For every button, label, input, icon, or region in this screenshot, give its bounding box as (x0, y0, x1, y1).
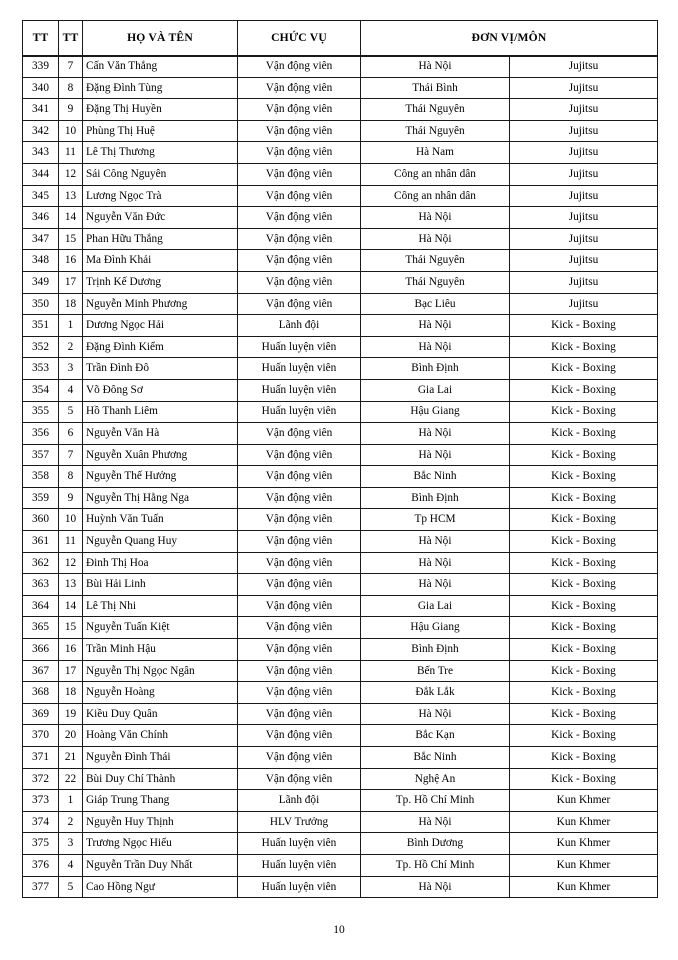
cell-tt-overall: 342 (23, 120, 59, 142)
cell-position: Vận động viên (238, 444, 361, 466)
cell-tt-team: 11 (59, 531, 83, 553)
cell-position: Huấn luyện viên (238, 358, 361, 380)
cell-unit: Hà Nội (361, 811, 510, 833)
cell-tt-team: 8 (59, 77, 83, 99)
cell-unit: Hà Nội (361, 228, 510, 250)
cell-sport: Kick - Boxing (510, 552, 658, 574)
cell-sport: Kick - Boxing (510, 725, 658, 747)
cell-position: Vận động viên (238, 120, 361, 142)
cell-position: Vận động viên (238, 250, 361, 272)
cell-tt-team: 17 (59, 271, 83, 293)
table-row (23, 574, 658, 596)
cell-unit: Hậu Giang (361, 401, 510, 423)
cell-tt-team: 7 (59, 56, 83, 78)
cell-full-name: Nguyễn Văn Hà (83, 423, 238, 445)
cell-position: Vận động viên (238, 509, 361, 531)
cell-tt-overall: 354 (23, 379, 59, 401)
cell-unit: Tp HCM (361, 509, 510, 531)
page-number: 10 (333, 924, 345, 936)
table-row (23, 876, 658, 898)
table-row (23, 56, 658, 78)
cell-full-name: Nguyễn Thị Hằng Nga (83, 487, 238, 509)
cell-tt-team: 19 (59, 703, 83, 725)
column-header-full-name: HỌ VÀ TÊN (83, 21, 238, 56)
cell-tt-overall: 365 (23, 617, 59, 639)
cell-full-name: Trịnh Kế Dương (83, 271, 238, 293)
table-row (23, 487, 658, 509)
cell-tt-overall: 339 (23, 56, 59, 78)
cell-full-name: Nguyễn Thế Hưởng (83, 466, 238, 488)
table-body (23, 56, 658, 898)
cell-tt-team: 10 (59, 509, 83, 531)
cell-full-name: Nguyễn Văn Đức (83, 207, 238, 229)
table-row (23, 315, 658, 337)
cell-unit: Hà Nội (361, 531, 510, 553)
cell-full-name: Nguyễn Tuấn Kiệt (83, 617, 238, 639)
cell-unit: Bắc Ninh (361, 747, 510, 769)
cell-tt-team: 12 (59, 552, 83, 574)
column-header-tt-team: TT (59, 21, 83, 56)
cell-position: Huấn luyện viên (238, 401, 361, 423)
cell-sport: Jujitsu (510, 228, 658, 250)
cell-full-name: Nguyễn Quang Huy (83, 531, 238, 553)
cell-tt-team: 10 (59, 120, 83, 142)
cell-tt-overall: 355 (23, 401, 59, 423)
cell-sport: Kick - Boxing (510, 466, 658, 488)
cell-sport: Jujitsu (510, 293, 658, 315)
cell-full-name: Lương Ngọc Trà (83, 185, 238, 207)
table-row (23, 703, 658, 725)
cell-sport: Kick - Boxing (510, 703, 658, 725)
table-row (23, 682, 658, 704)
cell-full-name: Võ Đông Sơ (83, 379, 238, 401)
cell-full-name: Nguyễn Huy Thịnh (83, 811, 238, 833)
table-row (23, 163, 658, 185)
cell-position: Vận động viên (238, 531, 361, 553)
table-row (23, 833, 658, 855)
cell-full-name: Cấn Văn Thắng (83, 56, 238, 78)
cell-tt-overall: 361 (23, 531, 59, 553)
cell-sport: Kick - Boxing (510, 531, 658, 553)
cell-unit: Gia Lai (361, 379, 510, 401)
cell-tt-team: 6 (59, 423, 83, 445)
cell-tt-team: 9 (59, 99, 83, 121)
cell-sport: Kick - Boxing (510, 595, 658, 617)
cell-full-name: Trần Minh Hậu (83, 639, 238, 661)
cell-tt-overall: 369 (23, 703, 59, 725)
cell-position: Vận động viên (238, 725, 361, 747)
cell-position: HLV Trưởng (238, 811, 361, 833)
cell-tt-team: 14 (59, 207, 83, 229)
cell-tt-team: 18 (59, 682, 83, 704)
table-row (23, 228, 658, 250)
column-header-unit-sport: ĐƠN VỊ/MÔN (361, 21, 658, 56)
cell-position: Vận động viên (238, 185, 361, 207)
cell-tt-overall: 359 (23, 487, 59, 509)
cell-unit: Hà Nội (361, 574, 510, 596)
cell-sport: Jujitsu (510, 77, 658, 99)
cell-tt-overall: 370 (23, 725, 59, 747)
cell-position: Vận động viên (238, 703, 361, 725)
table-row (23, 466, 658, 488)
table-row (23, 336, 658, 358)
cell-unit: Bạc Liêu (361, 293, 510, 315)
table-row (23, 142, 658, 164)
cell-full-name: Hồ Thanh Liêm (83, 401, 238, 423)
cell-sport: Jujitsu (510, 185, 658, 207)
column-header-position: CHỨC VỤ (238, 21, 361, 56)
cell-tt-overall: 343 (23, 142, 59, 164)
table-row (23, 552, 658, 574)
cell-tt-team: 16 (59, 250, 83, 272)
cell-unit: Hà Nam (361, 142, 510, 164)
cell-sport: Kick - Boxing (510, 768, 658, 790)
cell-tt-team: 5 (59, 876, 83, 898)
cell-tt-overall: 371 (23, 747, 59, 769)
cell-sport: Jujitsu (510, 250, 658, 272)
cell-tt-overall: 346 (23, 207, 59, 229)
cell-tt-overall: 345 (23, 185, 59, 207)
cell-full-name: Huỳnh Văn Tuấn (83, 509, 238, 531)
cell-position: Vận động viên (238, 595, 361, 617)
cell-position: Vận động viên (238, 99, 361, 121)
table-row (23, 595, 658, 617)
cell-tt-overall: 351 (23, 315, 59, 337)
cell-position: Lãnh đội (238, 315, 361, 337)
cell-unit: Tp. Hồ Chí Minh (361, 790, 510, 812)
cell-sport: Jujitsu (510, 142, 658, 164)
cell-position: Huấn luyện viên (238, 833, 361, 855)
cell-tt-overall: 363 (23, 574, 59, 596)
cell-unit: Bình Định (361, 639, 510, 661)
cell-tt-team: 5 (59, 401, 83, 423)
cell-tt-overall: 353 (23, 358, 59, 380)
cell-sport: Kick - Boxing (510, 639, 658, 661)
cell-tt-overall: 344 (23, 163, 59, 185)
cell-sport: Kick - Boxing (510, 617, 658, 639)
cell-full-name: Đặng Đình Kiểm (83, 336, 238, 358)
cell-position: Vận động viên (238, 487, 361, 509)
cell-tt-overall: 356 (23, 423, 59, 445)
cell-tt-overall: 340 (23, 77, 59, 99)
table-row (23, 77, 658, 99)
cell-unit: Hậu Giang (361, 617, 510, 639)
table-row (23, 617, 658, 639)
cell-tt-team: 22 (59, 768, 83, 790)
table-row (23, 768, 658, 790)
cell-sport: Kick - Boxing (510, 747, 658, 769)
cell-position: Lãnh đội (238, 790, 361, 812)
cell-unit: Hà Nội (361, 703, 510, 725)
cell-position: Vận động viên (238, 56, 361, 78)
cell-full-name: Nguyễn Xuân Phương (83, 444, 238, 466)
cell-tt-team: 14 (59, 595, 83, 617)
cell-full-name: Trần Đình Đô (83, 358, 238, 380)
cell-tt-team: 15 (59, 228, 83, 250)
cell-full-name: Đặng Thị Huyền (83, 99, 238, 121)
table-row (23, 293, 658, 315)
cell-full-name: Ma Đình Khải (83, 250, 238, 272)
table-row (23, 790, 658, 812)
cell-unit: Bình Định (361, 358, 510, 380)
cell-full-name: Lê Thị Thương (83, 142, 238, 164)
cell-sport: Kun Khmer (510, 833, 658, 855)
cell-position: Huấn luyện viên (238, 379, 361, 401)
cell-unit: Hà Nội (361, 876, 510, 898)
cell-tt-overall: 374 (23, 811, 59, 833)
table-row (23, 639, 658, 661)
cell-tt-overall: 368 (23, 682, 59, 704)
cell-unit: Thái Nguyên (361, 120, 510, 142)
cell-full-name: Sái Công Nguyên (83, 163, 238, 185)
cell-tt-overall: 372 (23, 768, 59, 790)
cell-position: Vận động viên (238, 163, 361, 185)
table-row (23, 250, 658, 272)
cell-unit: Công an nhân dân (361, 185, 510, 207)
cell-sport: Kun Khmer (510, 876, 658, 898)
cell-tt-team: 20 (59, 725, 83, 747)
cell-tt-overall: 373 (23, 790, 59, 812)
cell-position: Vận động viên (238, 639, 361, 661)
header-row (23, 21, 658, 56)
cell-tt-team: 3 (59, 358, 83, 380)
cell-full-name: Nguyễn Đình Thái (83, 747, 238, 769)
cell-position: Vận động viên (238, 423, 361, 445)
cell-tt-team: 3 (59, 833, 83, 855)
table-row (23, 444, 658, 466)
cell-position: Vận động viên (238, 293, 361, 315)
cell-full-name: Cao Hồng Ngư (83, 876, 238, 898)
table-header (23, 21, 658, 56)
cell-unit: Bình Định (361, 487, 510, 509)
cell-sport: Kick - Boxing (510, 358, 658, 380)
cell-position: Huấn luyện viên (238, 876, 361, 898)
cell-position: Vận động viên (238, 228, 361, 250)
cell-position: Vận động viên (238, 142, 361, 164)
cell-tt-team: 4 (59, 379, 83, 401)
cell-tt-team: 15 (59, 617, 83, 639)
cell-unit: Gia Lai (361, 595, 510, 617)
cell-unit: Đắk Lắk (361, 682, 510, 704)
cell-position: Vận động viên (238, 617, 361, 639)
cell-sport: Kun Khmer (510, 790, 658, 812)
cell-tt-team: 12 (59, 163, 83, 185)
cell-unit: Hà Nội (361, 423, 510, 445)
cell-unit: Hà Nội (361, 552, 510, 574)
table-row (23, 509, 658, 531)
cell-full-name: Trương Ngọc Hiếu (83, 833, 238, 855)
cell-full-name: Lê Thị Nhi (83, 595, 238, 617)
cell-unit: Hà Nội (361, 207, 510, 229)
table-row (23, 811, 658, 833)
cell-sport: Kick - Boxing (510, 574, 658, 596)
table-row (23, 660, 658, 682)
cell-sport: Kick - Boxing (510, 423, 658, 445)
cell-tt-team: 1 (59, 790, 83, 812)
cell-tt-overall: 349 (23, 271, 59, 293)
cell-sport: Jujitsu (510, 99, 658, 121)
cell-tt-overall: 364 (23, 595, 59, 617)
cell-full-name: Nguyễn Thị Ngọc Ngân (83, 660, 238, 682)
cell-unit: Hà Nội (361, 56, 510, 78)
cell-sport: Kick - Boxing (510, 336, 658, 358)
cell-position: Vận động viên (238, 207, 361, 229)
cell-sport: Kick - Boxing (510, 487, 658, 509)
roster-table (22, 20, 658, 898)
cell-unit: Hà Nội (361, 336, 510, 358)
table-row (23, 120, 658, 142)
cell-tt-team: 17 (59, 660, 83, 682)
cell-tt-overall: 358 (23, 466, 59, 488)
cell-unit: Thái Bình (361, 77, 510, 99)
table-row (23, 401, 658, 423)
cell-sport: Kick - Boxing (510, 444, 658, 466)
table-row (23, 99, 658, 121)
cell-unit: Thái Nguyên (361, 271, 510, 293)
cell-sport: Jujitsu (510, 207, 658, 229)
cell-position: Vận động viên (238, 768, 361, 790)
cell-sport: Jujitsu (510, 163, 658, 185)
cell-position: Vận động viên (238, 552, 361, 574)
cell-tt-overall: 348 (23, 250, 59, 272)
cell-tt-overall: 352 (23, 336, 59, 358)
cell-tt-overall: 366 (23, 639, 59, 661)
table-row (23, 271, 658, 293)
cell-unit: Nghệ An (361, 768, 510, 790)
table-row (23, 379, 658, 401)
cell-position: Vận động viên (238, 77, 361, 99)
cell-tt-team: 13 (59, 574, 83, 596)
cell-tt-team: 13 (59, 185, 83, 207)
cell-unit: Bình Dương (361, 833, 510, 855)
cell-tt-overall: 375 (23, 833, 59, 855)
table-row (23, 207, 658, 229)
cell-tt-team: 9 (59, 487, 83, 509)
cell-sport: Jujitsu (510, 271, 658, 293)
cell-full-name: Đinh Thị Hoa (83, 552, 238, 574)
cell-full-name: Nguyễn Hoàng (83, 682, 238, 704)
cell-tt-team: 2 (59, 811, 83, 833)
cell-sport: Jujitsu (510, 120, 658, 142)
cell-position: Vận động viên (238, 660, 361, 682)
cell-unit: Công an nhân dân (361, 163, 510, 185)
cell-tt-team: 11 (59, 142, 83, 164)
cell-tt-overall: 350 (23, 293, 59, 315)
cell-unit: Hà Nội (361, 444, 510, 466)
cell-full-name: Giáp Trung Thang (83, 790, 238, 812)
cell-unit: Bắc Kạn (361, 725, 510, 747)
cell-unit: Bến Tre (361, 660, 510, 682)
cell-tt-team: 2 (59, 336, 83, 358)
cell-full-name: Hoàng Văn Chính (83, 725, 238, 747)
cell-full-name: Dương Ngọc Hải (83, 315, 238, 337)
cell-full-name: Bùi Hải Linh (83, 574, 238, 596)
cell-position: Huấn luyện viên (238, 854, 361, 876)
cell-full-name: Bùi Duy Chí Thành (83, 768, 238, 790)
cell-tt-overall: 376 (23, 854, 59, 876)
table-row (23, 185, 658, 207)
cell-unit: Hà Nội (361, 315, 510, 337)
cell-tt-overall: 362 (23, 552, 59, 574)
table-row (23, 854, 658, 876)
cell-unit: Bắc Ninh (361, 466, 510, 488)
cell-unit: Thái Nguyên (361, 99, 510, 121)
cell-tt-overall: 347 (23, 228, 59, 250)
cell-position: Vận động viên (238, 466, 361, 488)
cell-tt-overall: 341 (23, 99, 59, 121)
cell-position: Vận động viên (238, 747, 361, 769)
cell-tt-overall: 367 (23, 660, 59, 682)
cell-tt-team: 16 (59, 639, 83, 661)
cell-tt-overall: 357 (23, 444, 59, 466)
cell-tt-team: 4 (59, 854, 83, 876)
cell-sport: Kick - Boxing (510, 379, 658, 401)
cell-full-name: Nguyễn Trần Duy Nhất (83, 854, 238, 876)
cell-tt-team: 8 (59, 466, 83, 488)
cell-full-name: Phan Hữu Thắng (83, 228, 238, 250)
table-row (23, 725, 658, 747)
cell-tt-overall: 360 (23, 509, 59, 531)
cell-full-name: Đặng Đình Tùng (83, 77, 238, 99)
cell-full-name: Nguyễn Minh Phương (83, 293, 238, 315)
cell-sport: Kick - Boxing (510, 509, 658, 531)
cell-sport: Jujitsu (510, 56, 658, 78)
cell-sport: Kick - Boxing (510, 401, 658, 423)
table-row (23, 423, 658, 445)
cell-tt-overall: 377 (23, 876, 59, 898)
cell-position: Vận động viên (238, 682, 361, 704)
cell-tt-team: 21 (59, 747, 83, 769)
cell-sport: Kun Khmer (510, 811, 658, 833)
cell-position: Vận động viên (238, 574, 361, 596)
cell-position: Vận động viên (238, 271, 361, 293)
cell-sport: Kick - Boxing (510, 315, 658, 337)
cell-sport: Kun Khmer (510, 854, 658, 876)
table-row (23, 747, 658, 769)
cell-tt-team: 7 (59, 444, 83, 466)
cell-sport: Kick - Boxing (510, 660, 658, 682)
cell-tt-team: 1 (59, 315, 83, 337)
table-row (23, 358, 658, 380)
cell-position: Huấn luyện viên (238, 336, 361, 358)
cell-sport: Kick - Boxing (510, 682, 658, 704)
column-header-tt-overall: TT (23, 21, 59, 56)
cell-unit: Tp. Hồ Chí Minh (361, 854, 510, 876)
cell-unit: Thái Nguyên (361, 250, 510, 272)
cell-full-name: Phùng Thị Huệ (83, 120, 238, 142)
table-row (23, 531, 658, 553)
cell-full-name: Kiều Duy Quân (83, 703, 238, 725)
cell-tt-team: 18 (59, 293, 83, 315)
